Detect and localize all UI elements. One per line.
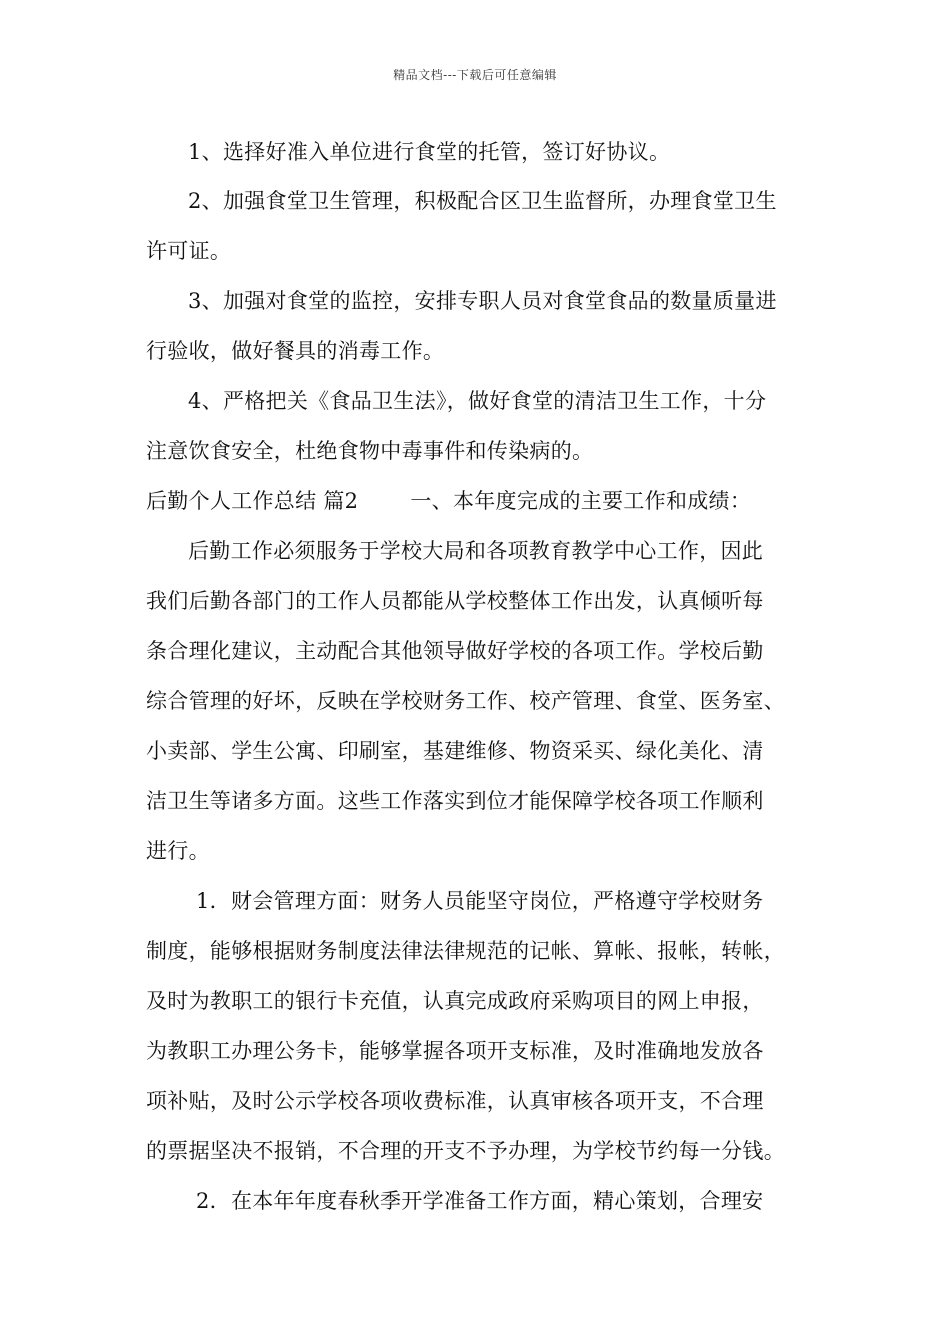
paragraph-line: 综合管理的好坏，反映在学校财务工作、校产管理、食堂、医务室、 (146, 689, 785, 713)
page-header: 精品文档---下载后可任意编辑 (393, 68, 557, 82)
finance-item: 1．财会管理方面：财务人员能坚守岗位，严格遵守学校财务 (196, 889, 764, 913)
paragraph-line: 我们后勤各部门的工作人员都能从学校整体工作出发，认真倾听每 (146, 589, 764, 613)
list-item-4-cont: 注意饮食安全，杜绝食物中毒事件和传染病的。 (146, 439, 594, 463)
section-heading (146, 488, 751, 514)
paragraph-line: 洁卫生等诸多方面。这些工作落实到位才能保障学校各项工作顺利 (146, 789, 764, 813)
paragraph-line: 条合理化建议，主动配合其他领导做好学校的各项工作。学校后勤 (146, 639, 764, 663)
paragraph-line: 小卖部、学生公寓、印刷室，基建维修、物资采买、绿化美化、清 (146, 739, 764, 763)
paragraph-line: 项补贴，及时公示学校各项收费标准，认真审核各项开支，不合理 (146, 1089, 764, 1113)
list-item-4: 4、严格把关《食品卫生法》，做好食堂的清洁卫生工作，十分 (188, 389, 767, 413)
section-subtitle: 一、本年度完成的主要工作和成绩： (410, 489, 752, 513)
paragraph-line: 为教职工办理公务卡，能够掌握各项开支标准，及时准确地发放各 (146, 1039, 764, 1063)
paragraph-line: 制度，能够根据财务制度法律法律规范的记帐、算帐、报帐，转帐， (146, 939, 785, 963)
paragraph-line: 及时为教职工的银行卡充值，认真完成政府采购项目的网上申报， (146, 989, 764, 1013)
paragraph-line: 进行。 (146, 839, 210, 863)
list-item-2: 2、加强食堂卫生管理，积极配合区卫生监督所，办理食堂卫生 (188, 189, 777, 213)
paragraph-line: 后勤工作必须服务于学校大局和各项教育教学中心工作，因此 (188, 539, 764, 563)
list-item-3: 3、加强对食堂的监控，安排专职人员对食堂食品的数量质量进 (188, 289, 777, 313)
list-item-1: 1、选择好准入单位进行食堂的托管，签订好协议。 (188, 140, 671, 164)
paragraph-line: 的票据坚决不报销，不合理的开支不予办理，为学校节约每一分钱。 (146, 1139, 785, 1163)
list-item-3-cont: 行验收，做好餐具的消毒工作。 (146, 339, 445, 363)
semester-item: 2．在本年年度春秋季开学准备工作方面，精心策划，合理安 (196, 1189, 764, 1213)
list-item-2-cont: 许可证。 (146, 239, 232, 263)
section-title: 后勤个人工作总结 篇2 (146, 489, 359, 513)
